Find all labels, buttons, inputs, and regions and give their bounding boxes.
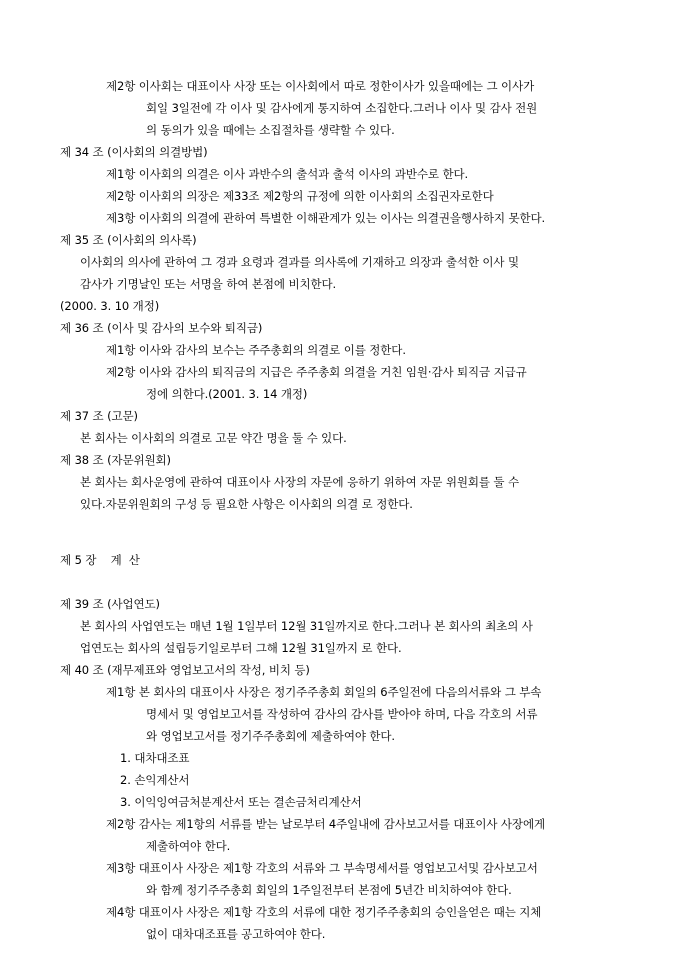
paragraph-36-2-line2: 정에 의한다.(2001. 3. 14 개정) [146, 387, 308, 401]
article-34-heading: 제 34 조 (이사회의 의결방법) [60, 145, 208, 159]
paragraph-33-2-line2: 회일 3일전에 각 이사 및 감사에게 통지하여 소집한다.그러나 이사 및 감사 전원 [146, 101, 538, 115]
paragraph-40-4-line2: 없이 대차대조표를 공고하여야 한다. [146, 927, 326, 941]
article-36-heading: 제 36 조 (이사 및 감사의 보수와 퇴직금) [60, 321, 263, 335]
paragraph-40-2-line1: 제2항 감사는 제1항의 서류를 받는 날로부터 4주일내에 감사보고서를 대표이사 사장에게 [106, 817, 545, 831]
list-item-balance-sheet: 1. 대차대조표 [120, 751, 190, 765]
paragraph-36-1: 제1항 이사와 감사의 보수는 주주총회의 의결로 이를 정한다. [106, 343, 406, 357]
paragraph-40-2-line2: 제출하여야 한다. [146, 839, 231, 853]
paragraph-33-2-line1: 제2항 이사회는 대표이사 사장 또는 이사회에서 따로 정한이사가 있을때에는 그 이사가 [106, 79, 535, 93]
amendment-note-2000: (2000. 3. 10 개정) [60, 299, 160, 313]
paragraph-34-1: 제1항 이사회의 의결은 이사 과반수의 출석과 출석 이사의 과반수로 한다. [106, 167, 469, 181]
paragraph-40-1-line1: 제1항 본 회사의 대표이사 사장은 정기주주총회 회일의 6주일전에 다음의서류와 그 부속 [106, 685, 542, 699]
article-39-body-line1: 본 회사의 사업연도는 매년 1월 1일부터 12월 31일까지로 한다.그러나 본 회사의 최초의 사 [80, 619, 533, 633]
article-39-body-line2: 업연도는 회사의 설립등기일로부터 그해 12월 31일까지 로 한다. [80, 641, 402, 655]
chapter-5-heading: 제 5 장 계 산 [60, 553, 140, 567]
paragraph-33-2-line3: 의 동의가 있을 때에는 소집절차를 생략할 수 있다. [146, 123, 395, 137]
paragraph-36-2-line1: 제2항 이사와 감사의 퇴직금의 지급은 주주총회 의결을 거친 임원·감사 퇴직금 지급규 [106, 365, 527, 379]
paragraph-40-3-line2: 와 함께 정기주주총회 회일의 1주일전부터 본점에 5년간 비치하여야 한다. [146, 883, 512, 897]
article-37-body: 본 회사는 이사회의 의결로 고문 약간 명을 둘 수 있다. [80, 431, 347, 445]
paragraph-40-4-line1: 제4항 대표이사 사장은 제1항 각호의 서류에 대한 정기주주총회의 승인을얻은 때는 지체 [106, 905, 542, 919]
article-38-heading: 제 38 조 (자문위원회) [60, 453, 171, 467]
article-38-body-line1: 본 회사는 회사운영에 관하여 대표이사 사장의 자문에 응하기 위하여 자문 위원회를 둘 수 [80, 475, 519, 489]
list-item-income-statement: 2. 손익계산서 [120, 773, 190, 787]
article-38-body-line2: 있다.자문위원회의 구성 등 필요한 사항은 이사회의 의결 로 정한다. [80, 497, 413, 511]
article-35-body-line1: 이사회의 의사에 관하여 그 경과 요령과 결과를 의사록에 기재하고 의장과 출석한 이사 및 [80, 255, 519, 269]
article-39-heading: 제 39 조 (사업연도) [60, 597, 160, 611]
article-37-heading: 제 37 조 (고문) [60, 409, 138, 423]
paragraph-40-1-line3: 와 영업보고서를 정기주주총회에 제출하여야 한다. [146, 729, 395, 743]
paragraph-40-1-line2: 명세서 및 영업보고서를 작성하여 감사의 감사를 받아야 하며, 다음 각호의 서류 [146, 707, 538, 721]
paragraph-34-3: 제3항 이사회의 의결에 관하여 특별한 이해관계가 있는 이사는 의결권을행사하지 못한다. [106, 211, 546, 225]
paragraph-34-2: 제2항 이사회의 의장은 제33조 제2항의 규정에 의한 이사회의 소집권자로한다 [106, 189, 494, 203]
article-35-heading: 제 35 조 (이사회의 의사록) [60, 233, 197, 247]
article-35-body-line2: 감사가 기명날인 또는 서명을 하여 본점에 비치한다. [80, 277, 337, 291]
list-item-retained-earnings: 3. 이익잉여금처분계산서 또는 결손금처리계산서 [120, 795, 362, 809]
paragraph-40-3-line1: 제3항 대표이사 사장은 제1항 각호의 서류와 그 부속명세서를 영업보고서및 감사보고서 [106, 861, 538, 875]
article-40-heading: 제 40 조 (재무제표와 영업보고서의 작성, 비치 등) [60, 663, 310, 677]
